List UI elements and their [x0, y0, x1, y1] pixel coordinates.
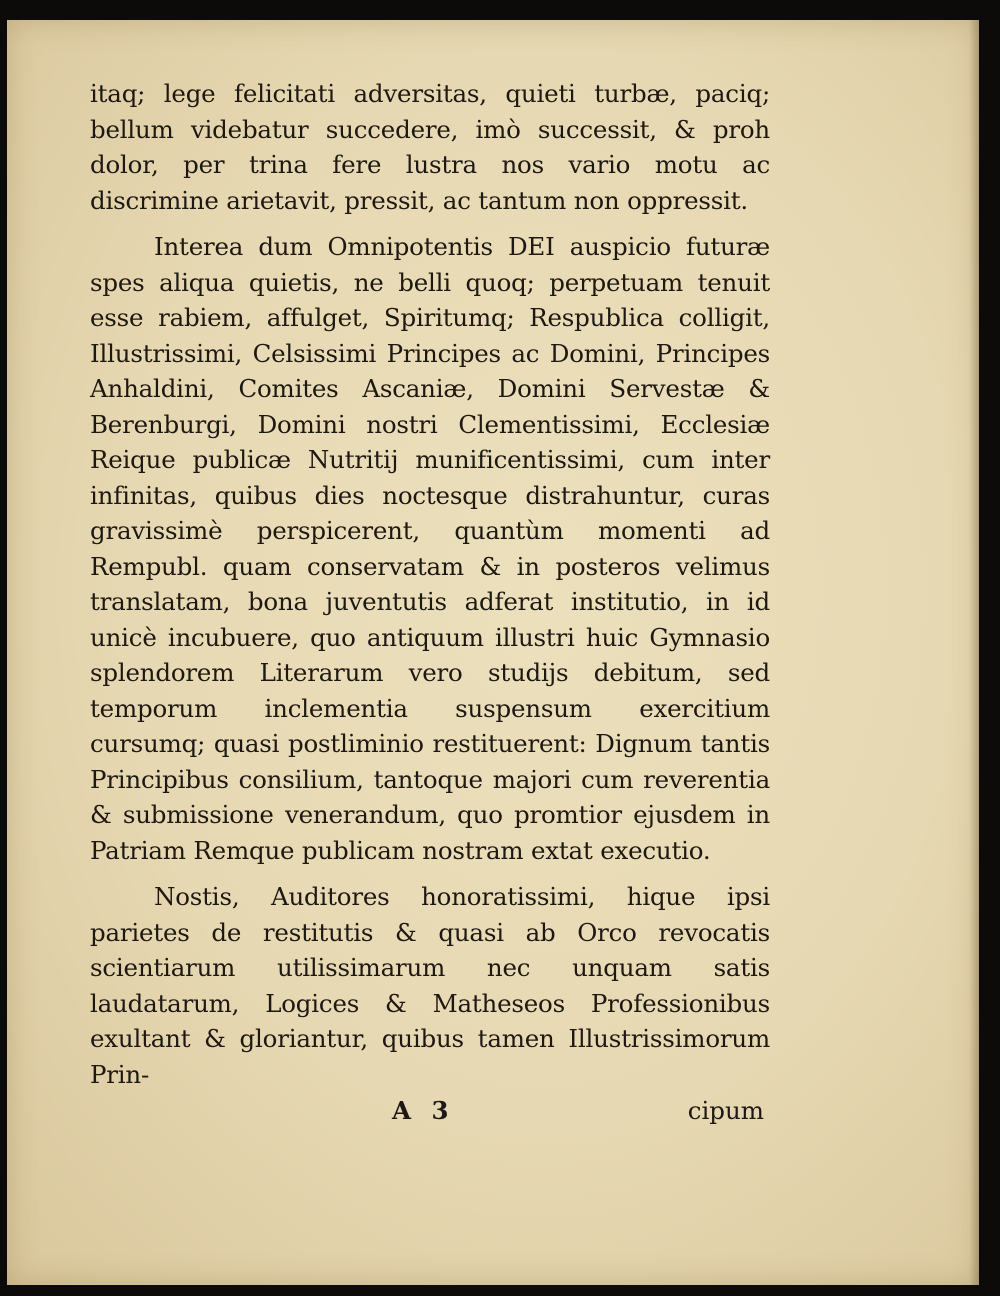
paragraph-interea: Interea dum Omnipotentis DEI auspicio futuræ spes aliqua quietis, ne belli quoq; perpetuam tenuit esse rabiem, affulget, Spiritumq; Respublica colligit, Illustrissimi, Celsissimi Principes ac Domini, Principes Anhaldini, Comites Ascaniæ, Domini Servestæ & Berenburgi, Domini nostri Clementissimi, Ecclesiæ Reique publicæ Nutritij munificentissimi, cum inter infinitas, quibus dies noctesque distrahuntur, curas gravissimè perspicerent, quantùm momenti ad Rempubl. quam conservatam & in posteros velimus translatam, bona juventutis adferat institutio, in id unicè incubuere, quo antiquum illustri huic Gymnasio splendorem Literarum vero studijs debitum, sed temporum inclementia suspensum exercitium cursumq; quasi postliminio restituerent: Dignum tantis Principibus consilium, tantoque majori cum reverentia & submissione venerandum, quo promtior ejusdem in Patriam Remque publicam nostram extat executio. — [90, 232, 770, 865]
paragraph-nostis: Nostis, Auditores honoratissimi, hique ipsi parietes de restitutis & quasi ab Orco revocatis scientiarum utilissimarum nec unquam satis laudatarum, Logices & Matheseos Professionibus exultant & gloriantur, quibus tamen Illustrissimorum Prin- — [90, 882, 770, 1089]
book-page — [7, 20, 979, 1285]
page-footer — [90, 1096, 770, 1132]
body-text — [90, 76, 770, 1092]
catchword: cipum — [687, 1096, 764, 1125]
signature-mark: A 3 — [392, 1096, 455, 1125]
page-gutter-shadow — [969, 20, 979, 1285]
paragraph-continuation: itaq; lege felicitati adversitas, quieti turbæ, paciq; bellum videbatur succedere, imò successit, & proh dolor, per trina fere lustra nos vario motu ac discrimine arietavit, pressit, ac tantum non oppressit. — [90, 79, 770, 215]
